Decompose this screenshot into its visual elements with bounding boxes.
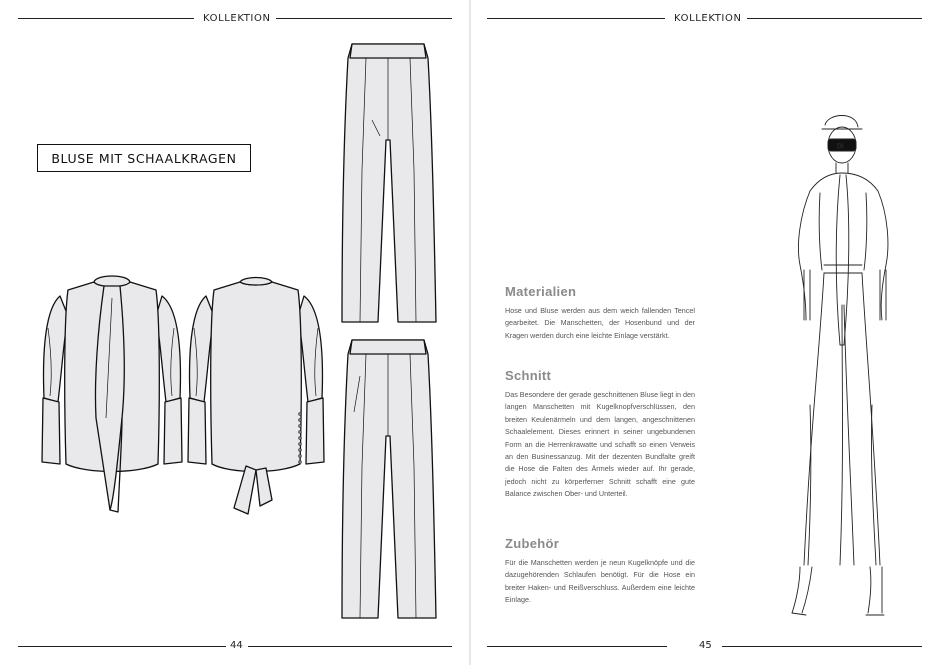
left-cuff bbox=[42, 398, 60, 464]
fashion-figure-illustration bbox=[770, 105, 910, 625]
section-heading: Schnitt bbox=[505, 368, 552, 383]
header-rule-left-r bbox=[487, 18, 665, 19]
right-cuff bbox=[306, 398, 324, 464]
page-number-right: 45 bbox=[699, 640, 712, 651]
section-body: Für die Manschetten werden je neun Kugelknöpfe und die dazugehörenden Schlaufen benötigt. Für die Hose ein breiter Haken- und Reißverschluss. Außerdem eine leichte Einlage. bbox=[505, 558, 695, 605]
tie-end-right bbox=[256, 468, 272, 506]
section-heading: Zubehör bbox=[505, 536, 560, 551]
footer-rule-right-b bbox=[722, 646, 922, 647]
section-body: Das Besondere der gerade geschnittenen Bluse liegt in den langen Manschetten mit Kugelknopfverschlüssen, den breiten Keulenärmeln und dem langen, angeschnittenen Schaalelement. Dieses erinnert in seiner ungebundenen Form an die Herrenkrawatte und schafft so einen Verweis an den Businessanzug. Mit der dezenten Bundfalte greift die Hose die Falten des Ärmels wieder auf. Ihr gerade, jedoch nicht zu körperferner Schnitt schafft eine gute Balance zwischen Ober- und Unterteil. bbox=[505, 390, 695, 499]
trousers-back bbox=[342, 340, 436, 618]
running-head-left: KOLLEKTION bbox=[203, 13, 271, 24]
trousers-front-drawing bbox=[336, 40, 440, 330]
right-cuff bbox=[164, 398, 182, 464]
blouse-front-drawing bbox=[38, 268, 186, 520]
collar-band bbox=[94, 276, 130, 287]
section-body: Hose und Bluse werden aus dem weich fallenden Tencel gearbeitet. Die Manschetten, der Hosenbund und der Kragen werden durch eine leichte Einlage verstärkt. bbox=[505, 306, 695, 340]
blouse-back-body bbox=[211, 282, 302, 472]
cuff-buttons bbox=[298, 412, 301, 463]
section-schnitt bbox=[505, 368, 695, 501]
blouse-back-drawing bbox=[186, 268, 326, 520]
garment-title: BLUSE MIT SCHAALKRAGEN bbox=[51, 150, 237, 166]
sunglasses-logo: DI bbox=[837, 143, 844, 150]
section-zubehoer bbox=[505, 536, 695, 607]
footer-rule-right-a bbox=[487, 646, 667, 647]
waistband bbox=[350, 44, 426, 58]
footer-rule-left-b bbox=[248, 646, 452, 647]
trousers-front bbox=[342, 44, 436, 322]
tie-end-left bbox=[234, 466, 256, 514]
back-collar bbox=[240, 278, 272, 286]
section-materialien bbox=[505, 284, 695, 342]
footer-rule-left-a bbox=[18, 646, 226, 647]
running-head-right: KOLLEKTION bbox=[674, 13, 742, 24]
page-number-left: 44 bbox=[230, 640, 243, 651]
header-rule-left bbox=[18, 18, 194, 19]
trousers-back-drawing bbox=[336, 336, 440, 626]
garment-title-box bbox=[37, 144, 251, 172]
left-cuff bbox=[188, 398, 206, 464]
header-rule-right-r bbox=[747, 18, 922, 19]
section-heading: Materialien bbox=[505, 284, 577, 299]
gutter bbox=[469, 0, 471, 665]
waistband-back bbox=[350, 340, 426, 354]
header-rule-right bbox=[276, 18, 452, 19]
